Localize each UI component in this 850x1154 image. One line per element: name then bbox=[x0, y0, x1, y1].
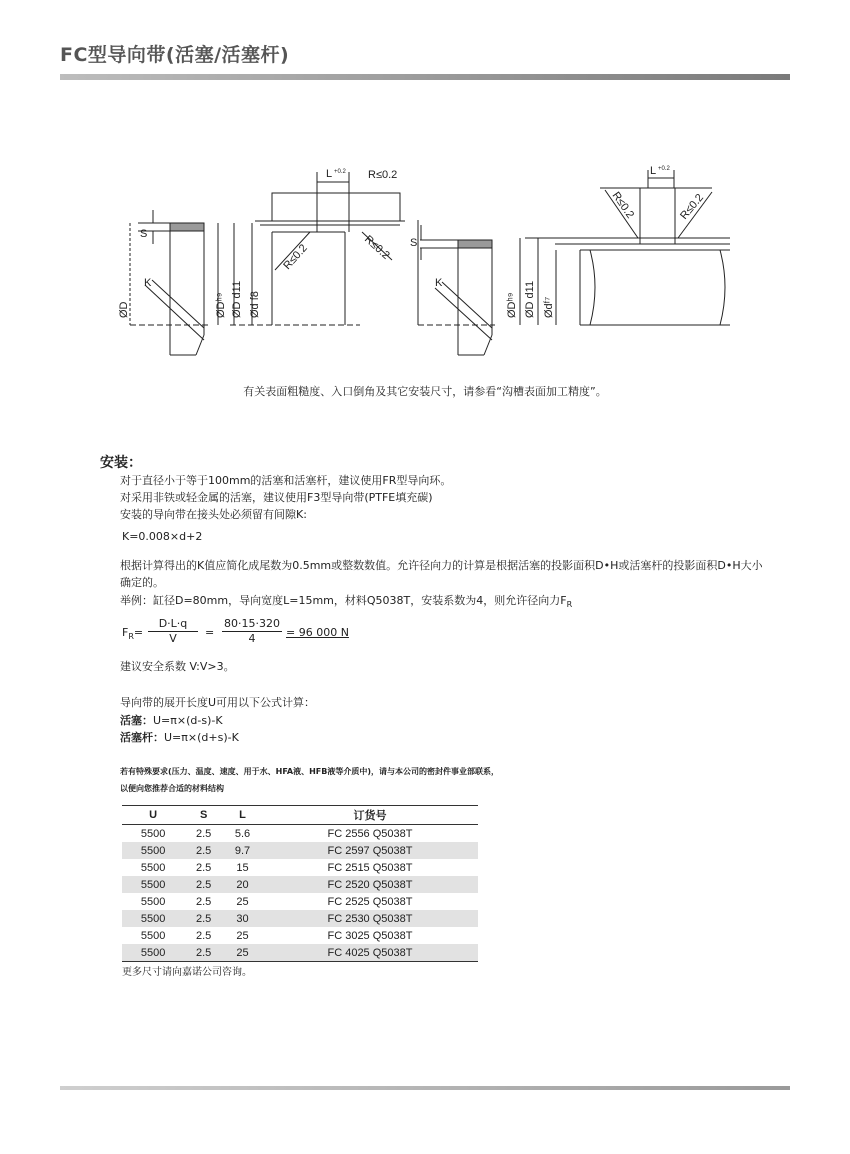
col-order-no: 订货号 bbox=[262, 806, 478, 825]
table-row: 5500 2.5 25 FC 4025 Q5038T bbox=[122, 944, 478, 962]
table-row: 5500 2.5 5.6 FC 2556 Q5038T bbox=[140, 827, 413, 840]
footer-divider bbox=[60, 1086, 790, 1090]
calc-paragraph: 根据计算得出的K值应简化成尾数为0.5mm或整数数值。允许径向力的计算是根据活塞的投影面积D•H或活塞杆的投影面积D•H大小 bbox=[120, 559, 763, 572]
svg-text:R≤0.2: R≤0.2 bbox=[368, 169, 398, 181]
svg-text:S: S bbox=[410, 237, 418, 249]
fr-result: = 96 000 N bbox=[286, 626, 349, 639]
special-notice-2: 以便向您推荐合适的材料结构 bbox=[120, 784, 224, 793]
k-formula: K=0.008×d+2 bbox=[122, 530, 203, 543]
example-text: 举例：缸径D=80mm，导向宽度L=15mm，材料Q5038T，安装系数为4，则允许径向力$F_R$ bbox=[120, 594, 573, 610]
svg-text:ØDʰ⁹: ØDʰ⁹ bbox=[215, 292, 227, 318]
table-row: 5500 2.5 15 FC 2515 Q5038T bbox=[140, 861, 413, 874]
svg-text:R≤0.2: R≤0.2 bbox=[609, 189, 637, 221]
piston-formula-line: 活塞：U=π×(d-s)-K bbox=[120, 714, 223, 727]
svg-text:R≤0.2: R≤0.2 bbox=[678, 191, 707, 222]
header-divider bbox=[60, 74, 790, 80]
svg-text:S: S bbox=[140, 228, 148, 240]
fr-equals: = bbox=[205, 626, 215, 639]
fr-symbol: $F_R=$ bbox=[122, 626, 144, 642]
svg-text:+0.2: +0.2 bbox=[334, 169, 346, 175]
table-row: 5500 2.5 30 FC 2530 Q5038T bbox=[122, 910, 478, 927]
safety-factor: 建议安全系数 V:V>3。 bbox=[120, 660, 235, 673]
table-row: 5500 2.5 25 FC 3025 Q5038T bbox=[140, 929, 413, 942]
svg-text:R≤0.2: R≤0.2 bbox=[361, 233, 392, 262]
svg-text:K: K bbox=[144, 277, 152, 289]
svg-text:R≤0.2: R≤0.2 bbox=[281, 242, 310, 273]
col-u: U bbox=[122, 806, 184, 825]
install-line-2: 对采用非铁或轻金属的活塞，建议使用F3型导向带(PTFE填充碳) bbox=[120, 491, 433, 504]
page-title: FC型导向带(活塞/活塞杆) bbox=[60, 44, 290, 66]
table-note: 更多尺寸请向嘉诺公司咨询。 bbox=[122, 967, 252, 978]
svg-text:ØD d11: ØD d11 bbox=[231, 280, 243, 318]
calc-paragraph-end: 确定的。 bbox=[120, 576, 164, 589]
col-s: S bbox=[184, 806, 223, 825]
fr-fraction-2: $\frac{80\cdot 15\cdot 320}{4}$ bbox=[222, 617, 282, 645]
svg-text:ØDʰ⁹: ØDʰ⁹ bbox=[506, 292, 518, 318]
special-notice: 若有特殊要求(压力、温度、速度、用于水、HFA液、HFB液等介质中)，请与本公司的密封件事业部联系， bbox=[120, 767, 499, 776]
table-row: 5500 2.5 9.7 FC 2597 Q5038T bbox=[122, 842, 478, 859]
svg-text:K: K bbox=[435, 277, 443, 289]
table-row: 5500 2.5 25 FC 2525 Q5038T bbox=[140, 895, 413, 908]
svg-text:Ød f8: Ød f8 bbox=[249, 291, 261, 318]
svg-text:+0.2: +0.2 bbox=[658, 166, 670, 172]
col-l: L bbox=[223, 806, 262, 825]
drawing-caption: 有关表面粗糙度、入口倒角及其它安装尺寸，请参看“沟槽表面加工精度”。 bbox=[243, 385, 607, 398]
install-line-1: 对于直径小于等于100mm的活塞和活塞杆，建议使用FR型导向环。 bbox=[120, 474, 452, 487]
rod-formula-line: 活塞杆：U=π×(d+s)-K bbox=[120, 731, 239, 744]
svg-text:ØD: ØD bbox=[118, 301, 130, 318]
install-line-3: 安装的导向带在接头处必须留有间隙K: bbox=[120, 508, 307, 521]
svg-text:ØD d11: ØD d11 bbox=[524, 280, 536, 318]
technical-drawing bbox=[100, 160, 740, 365]
fr-fraction-1: $\frac{D\cdot L\cdot q}{V}$ bbox=[148, 617, 198, 645]
svg-text:L: L bbox=[326, 168, 333, 180]
unfold-intro: 导向带的展开长度U可用以下公式计算： bbox=[120, 696, 316, 709]
svg-text:Ødᶠ⁷: Ødᶠ⁷ bbox=[543, 296, 555, 318]
install-heading: 安装： bbox=[100, 455, 142, 471]
svg-text:L: L bbox=[650, 165, 657, 177]
table-header-row bbox=[122, 806, 478, 825]
table-row: 5500 2.5 20 FC 2520 Q5038T bbox=[122, 876, 478, 893]
order-table bbox=[122, 805, 478, 962]
